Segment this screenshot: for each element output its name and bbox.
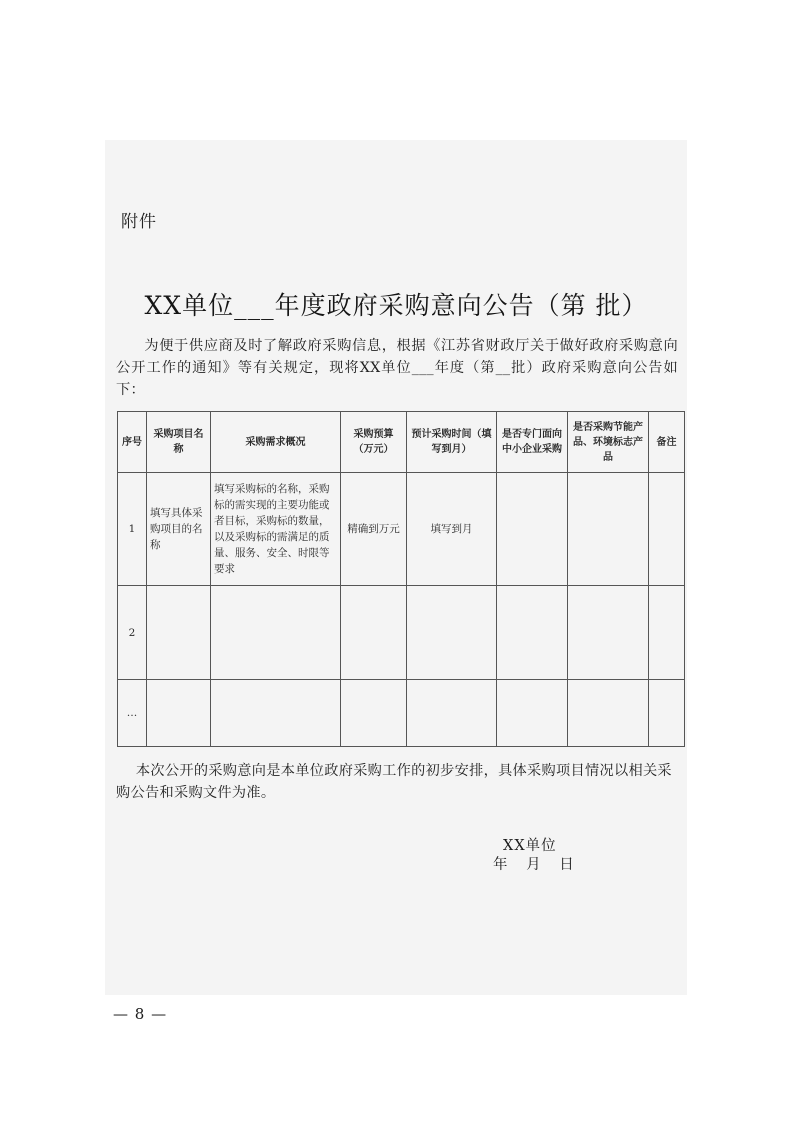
intro-paragraph: 为便于供应商及时了解政府采购信息，根据《江苏省财政厅关于做好政府采购意向公开工作的通知》等有关规定，现将XX单位___年度（第__批）政府采购意向公告如下： [116,338,678,398]
document-title: XX单位___年度政府采购意向公告（第 批） [144,291,648,320]
header-project-name: 采购项目名称 [147,412,211,473]
row-serial-no: 2 [118,586,147,680]
row-budget: 精确到万元 [341,473,407,586]
row-sme-only [497,586,568,680]
row-budget [341,680,407,747]
row-remark [649,586,685,680]
row-serial-no: … [118,680,147,747]
page-number: — 8 — [113,1005,168,1023]
table-row [118,680,685,747]
header-serial-no: 序号 [118,412,147,473]
header-remark: 备注 [649,412,685,473]
table-row [118,586,685,680]
closing-note: 本次公开的采购意向是本单位政府采购工作的初步安排，具体采购项目情况以相关采购公告和采购文件为准。 [116,763,672,801]
row-expected-time [407,586,497,680]
row-requirement [211,586,341,680]
row-project-name: 填写具体采购项目的名称 [147,473,211,586]
row-budget [341,586,407,680]
row-green-products [568,680,649,747]
header-sme-only: 是否专门面向中小企业采购 [497,412,568,473]
row-requirement [211,680,341,747]
row-remark [649,473,685,586]
row-green-products [568,473,649,586]
signature-unit: XX单位 [503,838,557,854]
row-project-name [147,680,211,747]
attachment-label: 附件 [121,212,157,232]
header-expected-time: 预计采购时间（填写到月） [407,412,497,473]
row-sme-only [497,473,568,586]
row-requirement: 填写采购标的名称，采购标的需实现的主要功能或者目标，采购标的数量，以及采购标的需满足的质量、服务、安全、时限等要求 [211,473,341,586]
table-row [118,473,685,586]
row-serial-no: 1 [118,473,147,586]
header-budget: 采购预算（万元） [341,412,407,473]
header-requirement-overview: 采购需求概况 [211,412,341,473]
row-green-products [568,586,649,680]
header-green-products: 是否采购节能产品、环境标志产品 [568,412,649,473]
table-header-row [118,412,685,473]
row-remark [649,680,685,747]
procurement-intention-table [117,411,685,747]
row-sme-only [497,680,568,747]
row-project-name [147,586,211,680]
signature-date: 年 月 日 [493,857,574,873]
row-expected-time [407,680,497,747]
row-expected-time: 填写到月 [407,473,497,586]
